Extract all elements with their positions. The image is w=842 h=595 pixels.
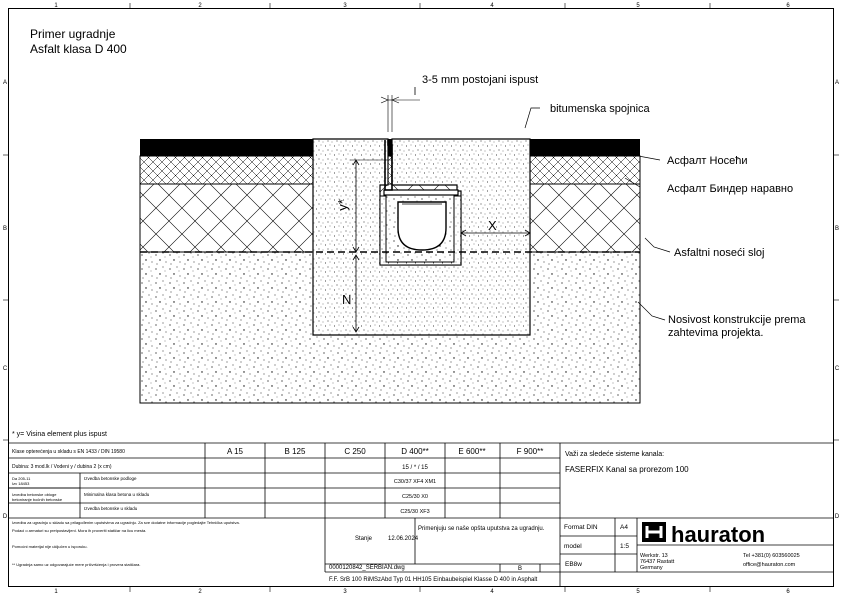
class-e600: E 600** [458,447,486,456]
notes-4: ** Ugradnja samo uz odgovarajuće mere pričvršćenja i provera statičara. [12,562,141,567]
class-f900: F 900** [516,447,544,456]
code: EB8w [565,561,582,568]
grid-col-3: 3 [343,3,347,9]
stanje-label: Stanje [355,536,373,542]
grid-row-b2: B [834,226,840,232]
r5-d: C25/30 XF3 [400,509,430,515]
grid-row-b: B [2,226,8,232]
grid-col-3b: 3 [343,589,347,595]
surface-layer [140,139,640,156]
grid-col-2: 2 [198,3,202,9]
hauraton-logo [642,522,765,547]
grid-col-1: 1 [54,3,58,9]
grid-row-c2: C [834,366,840,372]
label-layer3: Asfaltni noseći sloj [674,247,765,259]
phone: Tel +381(0) 603560025 [743,553,800,559]
grid-col-4: 4 [490,3,494,9]
class-b125: B 125 [284,447,306,456]
r4-mid: Minimalna klasa betona u skladu [84,492,150,497]
channel-grating [384,190,458,195]
brand-name: hauraton [671,522,766,547]
class-a15: A 15 [226,447,244,456]
notes-3: Pomoćni materijal nije uključen u isporuku. [12,544,88,549]
label-layer1: Асфалт Носећи [667,155,748,167]
footnote: * y= Visina element plus ispust [12,431,108,438]
addr-2: 76437 Rastatt [640,559,675,565]
r4-left: Izvedba betonske obloge betoniranje bočnih betonske [12,492,63,502]
row2-label: Dubina: 3 mod.lk / Vodeni y / dubina 2 (x cm) [12,464,112,470]
dim-n-label: N [342,292,352,307]
model-value: 1:5 [620,543,630,550]
drawing-no: 0000120842_SERBIAN.dwg [329,565,405,571]
dim-x-label: X [488,218,497,233]
stanje-date: 12.06.2024 [388,536,419,542]
label-bitumen: bitumenska spojnica [550,103,650,115]
grid-row-a2: A [834,80,840,86]
class-c250: C 250 [344,447,366,456]
system-value: FASERFIX Kanal sa prorezom 100 [565,465,689,474]
r3-left: Da 205-11 Izv 18453 [12,476,31,486]
addr-3: Germany [640,565,663,571]
r3-d: C30/37 XF4 XM1 [393,479,437,485]
note-primenjuju: Primenjuju se naše opšta uputstva za ugradnju. [418,526,545,532]
table-text [12,447,800,583]
r3-mid: Izvedba betonske podloge [84,476,137,481]
grid-col-5b: 5 [636,589,640,595]
email: office@hauraton.com [743,562,796,568]
grid-col-5: 5 [636,3,640,9]
format-value: A4 [620,524,628,531]
title-line2: Asfalt klasa D 400 [30,42,127,56]
r5-mid: Izvedba betonske u skladu [84,506,138,511]
label-layer2: Асфалт Биндер наравно [667,183,794,195]
grid-row-d: D [2,514,8,520]
grid-col-6: 6 [786,3,790,9]
grid-col-4b: 4 [490,589,494,595]
file-name: F.F. SrB 100 RiMSzAbd Typ 01 HH105 Einbaubeispiel Klasse D 400 in Asphalt [329,577,538,583]
addr-1: Werkstr. 13 [640,553,668,559]
grid-row-c: C [2,366,8,372]
label-joint: 3-5 mm postojani ispust [422,74,539,86]
title-line1: Primer ugradnje [30,27,116,41]
grid-row-d2: D [834,514,840,520]
grid-col-2b: 2 [198,589,202,595]
grid-row-a: A [2,80,8,86]
class-d400: D 400** [401,447,429,456]
r4-d: C25/30 X0 [402,494,428,500]
label-subgrade-2: zahtevima projekta. [668,327,764,339]
row2-d: 15 / * / 15 [402,465,428,471]
grid-col-6b: 6 [786,589,790,595]
row1-label: Klase opterećenja u skladu s EN 1433 / DIN 19580 [12,449,125,455]
dim-y-label: y* [335,199,350,211]
channel-trough [398,202,446,250]
model-label: model [564,543,582,550]
grid-col-1b: 1 [54,589,58,595]
cross-section [140,87,640,403]
notes-1: Izvedba za ugradnju u skladu sa prilagođenim uputstvima za ugradnju. Za sve dodatne informacije pogledajte Tehnička uputstva. [12,520,240,525]
system-label: Važi za sledeće sisteme kanala: [565,451,665,458]
label-subgrade-1: Nosivost konstrukcije prema [668,314,806,326]
format-label: Format DIN [564,524,598,531]
notes-2: Podaci o armaturi su pretpostavljeni. Mora ih proveriti statičar na licu mesta. [12,528,147,533]
revision: B [517,566,523,572]
